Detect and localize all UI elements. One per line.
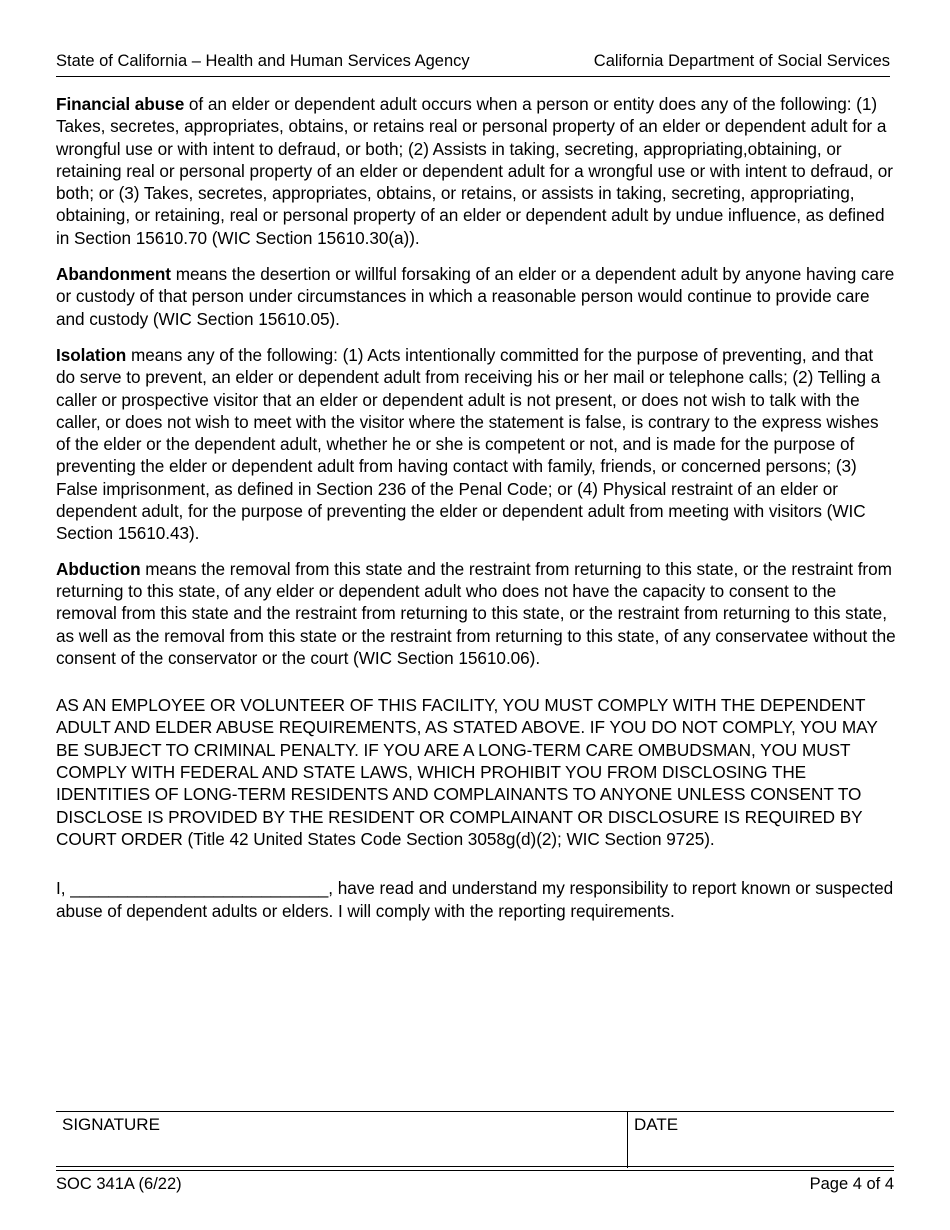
term-financial-abuse: Financial abuse [56, 94, 185, 114]
form-identifier: SOC 341A (6/22) [56, 1175, 182, 1193]
term-abandonment: Abandonment [56, 264, 171, 285]
page-number: Page 4 of 4 [809, 1175, 894, 1193]
term-abduction: Abduction [56, 558, 141, 579]
definition-isolation: means any of the following: (1) Acts intentionally committed for the purpose of preventing, and that do serve to prevent, an elder or dependent adult from receiving his or her mail or telephone calls; (2) Telling a caller or prospective visitor that an elder or dependent adult is not present, or does not wish to talk with the caller, or does not wish to meet with the visitor where the statement is false, is contrary to the express wishes of the elder or the dependent adult, whether he or she is competent or not, and is made for the purpose of preventing the elder or dependent adult from having contact with family, friends, or concerned persons; (3) False imprisonment, as defined in Section 236 of the Penal Code; or (4) Physical restraint of an elder or dependent adult, for the purpose of preventing the elder or dependent adult from meeting with visitors (WIC Section 15610.43). [56, 344, 881, 544]
document-body [56, 93, 896, 922]
signature-label: SIGNATURE [62, 1115, 160, 1134]
definition-abandonment: means the desertion or willful forsaking of an elder or a dependent adult by anyone having care or custody of that person under circumstances in which a reasonable person would continue to provide care and custody (WIC Section 15610.05). [56, 264, 895, 329]
footer-divider [56, 1166, 894, 1171]
signature-field[interactable] [56, 1112, 628, 1168]
header-department: California Department of Social Services [593, 52, 890, 70]
acknowledgment-prefix: I, [56, 878, 71, 899]
signature-block [56, 1111, 894, 1168]
name-blank-field[interactable]: ___________________________ [70, 878, 329, 899]
acknowledgment-statement [56, 877, 896, 922]
paragraph-isolation [56, 344, 896, 545]
paragraph-abandonment [56, 263, 896, 330]
paragraph-abduction [56, 558, 896, 669]
term-isolation: Isolation [56, 344, 127, 365]
page-footer [56, 1175, 894, 1194]
date-field[interactable] [628, 1112, 894, 1168]
date-label: DATE [634, 1115, 679, 1134]
compliance-warning: AS AN EMPLOYEE OR VOLUNTEER OF THIS FACILITY, YOU MUST COMPLY WITH THE DEPENDENT ADULT AND ELDER ABUSE REQUIREMENTS, AS STATED ABOVE. IF YOU DO NOT COMPLY, YOU MAY BE SUBJECT TO CRIMINAL PENALTY. IF YOU ARE A LONG-TERM CARE OMBUDSMAN, YOU MUST COMPLY WITH FEDERAL AND STATE LAWS, WHICH PROHIBIT YOU FROM DISCLOSING THE IDENTITIES OF LONG-TERM RESIDENTS AND COMPLAINANTS TO ANYONE UNLESS CONSENT TO DISCLOSE IS PROVIDED BY THE RESIDENT OR COMPLAINANT OR DISCLOSURE IS REQUIRED BY COURT ORDER (Title 42 United States Code Section 3058g(d)(2); WIC Section 9725). [56, 695, 878, 849]
definition-abduction: means the removal from this state and the restraint from returning to this state, or the restraint from returning to this state, of any elder or dependent adult who does not have the capacity to consent to the removal from this state and the restraint from returning to this state, or the restraint from returning to this state, as well as the removal from this state or the restraint from returning to this state, of any conservatee without the consent of the conservator or the court (WIC Section 15610.06). [56, 558, 896, 668]
paragraph-financial-abuse [56, 93, 896, 249]
page-header [56, 52, 890, 77]
acknowledgment-suffix: , have read and understand my responsibility to report known or suspected abuse of dependent adults or elders. I will comply with the reporting requirements. [56, 878, 894, 921]
definition-financial-abuse: of an elder or dependent adult occurs when a person or entity does any of the following: (1) Takes, secretes, appropriates, obtains, or retains real or personal property of an elder or dependent adult for a wrongful use or with intent to defraud, or both; (2) Assists in taking, secreting, appropriating,obtaining, or retaining real or personal property of an elder or dependent adult for a wrongful use or with intent to defraud, or both; or (3) Takes, secretes, appropriates, obtains, or retains, or assists in taking, secreting, appropriating, obtaining, or retaining, real or personal property of an elder or dependent adult by undue influence, as defined in Section 15610.70 (WIC Section 15610.30(a)). [56, 94, 893, 248]
header-agency: State of California – Health and Human Services Agency [56, 52, 470, 70]
